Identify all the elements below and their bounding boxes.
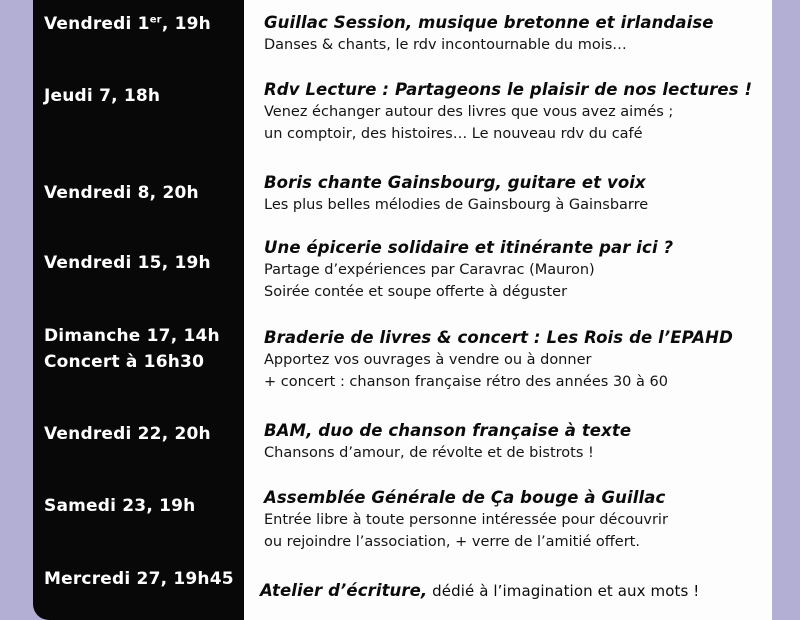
event-date: Vendredi 22, 20h bbox=[44, 424, 211, 444]
event-title: BAM, duo de chanson française à texte bbox=[264, 421, 632, 440]
event-title: Une épicerie solidaire et itinérante par ici ? bbox=[264, 238, 674, 257]
event-date-line: Dimanche 17, 14h bbox=[44, 326, 220, 346]
event-description: Danses & chants, le rdv incontournable du mois… bbox=[264, 37, 627, 53]
event-content bbox=[264, 12, 774, 56]
event-description: Chansons d’amour, de révolte et de bistrots ! bbox=[264, 445, 594, 461]
event-content bbox=[264, 327, 774, 393]
event-title: Braderie de livres & concert : Les Rois de l’EPAHD bbox=[264, 328, 733, 347]
event-description: un comptoir, des histoires… Le nouveau rdv du café bbox=[264, 126, 643, 142]
event-date bbox=[44, 11, 244, 37]
event-date-ordinal: er bbox=[149, 14, 162, 26]
event-title bbox=[260, 580, 770, 602]
event-date: Jeudi 7, 18h bbox=[44, 86, 161, 106]
event-date-time: , 19h bbox=[161, 14, 211, 34]
event-description: Entrée libre à toute personne intéressée pour découvrir bbox=[264, 512, 668, 528]
event-description: Partage d’expériences par Caravrac (Mauron) bbox=[264, 262, 595, 278]
event-title: Rdv Lecture : Partageons le plaisir de nos lectures ! bbox=[264, 80, 753, 99]
event-description: Soirée contée et soupe offerte à déguster bbox=[264, 284, 568, 300]
event-title: Guillac Session, musique bretonne et irlandaise bbox=[264, 13, 714, 32]
event-description: Les plus belles mélodies de Gainsbourg à Gainsbarre bbox=[264, 197, 649, 213]
event-content bbox=[264, 79, 774, 145]
event-date: Vendredi 8, 20h bbox=[44, 183, 199, 203]
event-date bbox=[44, 323, 244, 375]
event-description: Apportez vos ouvrages à vendre ou à donner bbox=[264, 352, 592, 368]
event-content bbox=[260, 580, 770, 602]
event-content bbox=[264, 487, 774, 553]
event-description: ou rejoindre l’association, + verre de l’amitié offert. bbox=[264, 534, 640, 550]
event-title-tail: dédié à l’imagination et aux mots ! bbox=[427, 582, 700, 600]
event-description: + concert : chanson française rétro des années 30 à 60 bbox=[264, 374, 668, 390]
event-date-day: Vendredi 1 bbox=[44, 14, 150, 34]
event-title: Assemblée Générale de Ça bouge à Guillac bbox=[264, 488, 666, 507]
event-date: Samedi 23, 19h bbox=[44, 496, 196, 516]
event-date-line: Concert à 16h30 bbox=[44, 352, 205, 372]
event-content bbox=[264, 172, 774, 216]
event-description: Venez échanger autour des livres que vous avez aimés ; bbox=[264, 104, 674, 120]
event-date: Vendredi 15, 19h bbox=[44, 253, 211, 273]
event-content bbox=[264, 237, 774, 303]
event-date: Mercredi 27, 19h45 bbox=[44, 569, 234, 589]
event-title-main: Atelier d’écriture, bbox=[260, 581, 428, 600]
event-content bbox=[264, 420, 774, 464]
event-title: Boris chante Gainsbourg, guitare et voix bbox=[264, 173, 646, 192]
